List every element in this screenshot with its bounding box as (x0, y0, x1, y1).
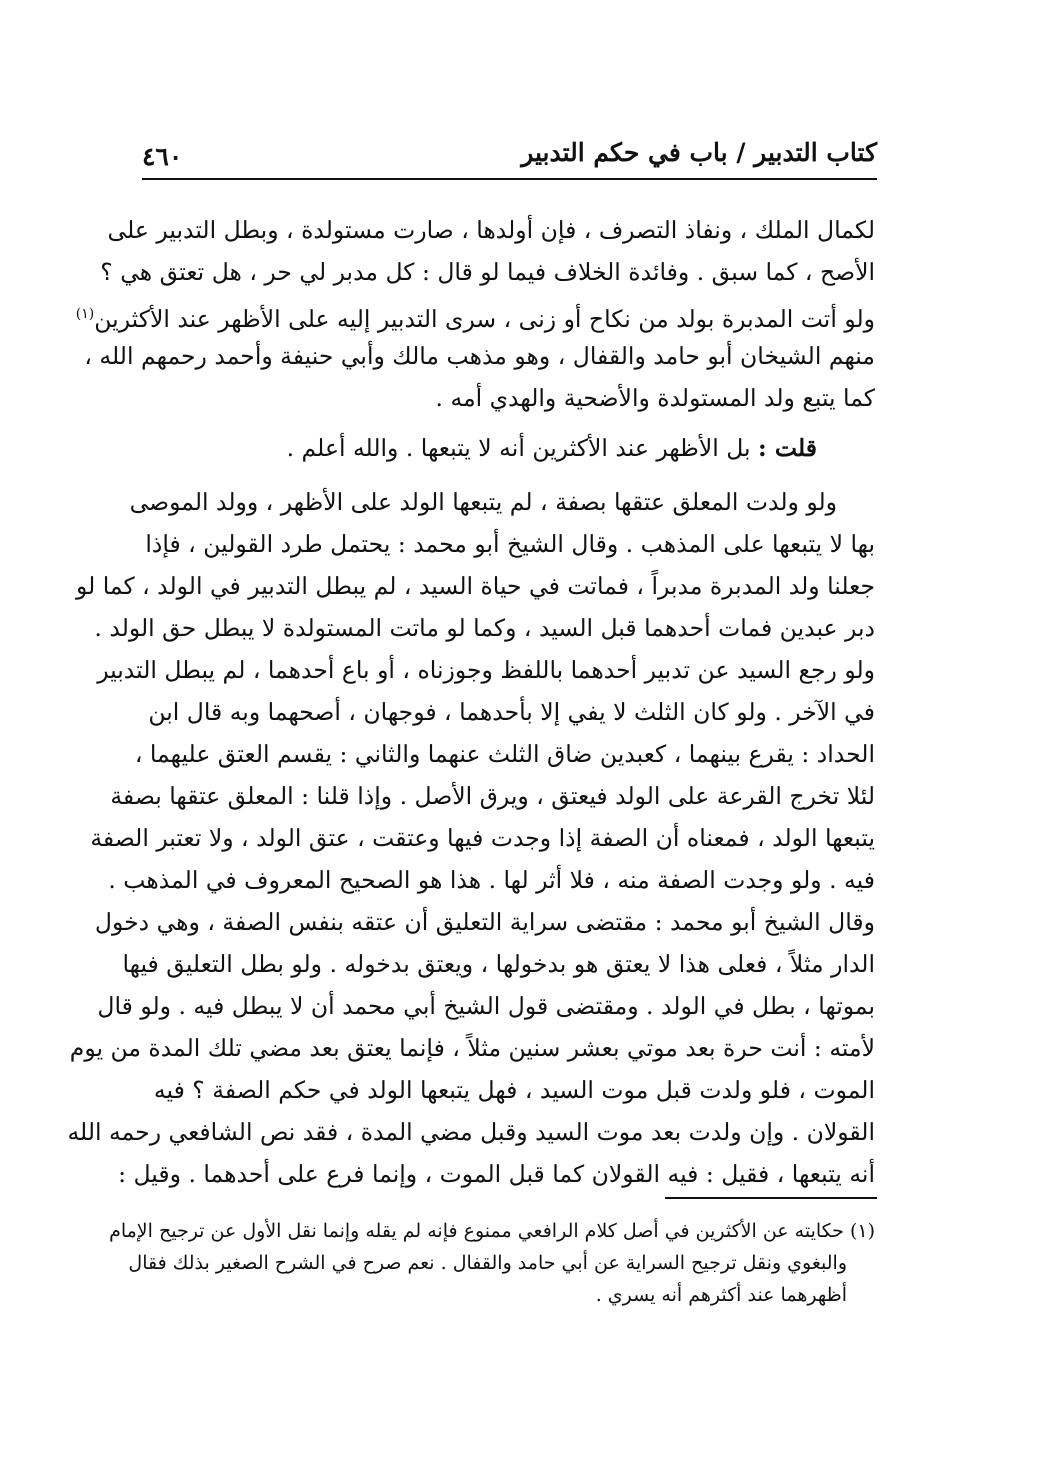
footnote-line: والبغوي ونقل ترجيح السراية عن أبي حامد والقفال . نعم صرح في الشرح الصغير بذلك فقال (128, 1252, 847, 1274)
body-line: في الآخر . ولو كان الثلث لا يفي إلا بأحدهما ، فوجهان ، أصحهما وبه قال ابن (148, 698, 875, 726)
body-line: دبر عبدين فمات أحدهما قبل السيد ، وكما لو ماتت المستولدة لا يبطل حق الولد . (94, 614, 875, 642)
qult-paragraph (97, 428, 817, 468)
body-line: منهم الشيخان أبو حامد والقفال ، وهو مذهب مالك وأبي حنيفة وأحمد رحمهم الله ، (84, 342, 875, 370)
body-line: أنه يتبعها ، فقيل : فيه القولان كما قبل الموت ، وإنما فرع على أحدهما . وقيل : (118, 1160, 875, 1188)
body-line: لئلا تخرج القرعة على الولد فيعتق ، ويرق الأصل . وإذا قلنا : المعلق عتقها بصفة (110, 782, 875, 810)
body-line: كما يتبع ولد المستولدة والأضحية والهدي أمه . (435, 384, 875, 412)
body-line: فيه . ولو وجدت الصفة منه ، فلا أثر لها . هذا هو الصحيح المعروف في المذهب . (108, 866, 875, 894)
body-line: الحداد : يقرع بينهما ، كعبدين ضاق الثلث عنهما والثاني : يقسم العتق عليهما ، (134, 740, 875, 768)
page-number: ٤٦٠ (142, 142, 183, 171)
body-line: لكمال الملك ، ونفاذ التصرف ، فإن أولدها ، صارت مستولدة ، وبطل التدبير على (107, 216, 875, 244)
body-line: بل الأظهر عند الأكثرين أنه لا يتبعها . والله أعلم . (286, 434, 751, 462)
body-line: ولو رجع السيد عن تدبير أحدهما باللفظ وجوزناه ، أو باع أحدهما ، لم يبطل التدبير (97, 656, 875, 684)
chapter-title: كتاب التدبير / باب في حكم التدبير (521, 138, 877, 167)
body-line: الموت ، فلو ولدت قبل موت السيد ، فهل يتبعها الولد في حكم الصفة ؟ فيه (153, 1076, 875, 1104)
body-line: الدار مثلاً ، فعلى هذا لا يعتق هو بدخولها ، ويعتق بدخوله . ولو بطل التعليق فيها (122, 950, 875, 978)
body-line: بموتها ، بطل في الولد . ومقتضى قول الشيخ أبي محمد أن لا يبطل فيه . ولو قال (97, 992, 875, 1020)
body-line: بها لا يتبعها على المذهب . وقال الشيخ أبو محمد : يحتمل طرد القولين ، فإذا (145, 530, 875, 558)
body-line-with-footnote (75, 294, 875, 334)
body-line: يتبعها الولد ، فمعناه أن الصفة إذا وجدت فيها وعتقت ، عتق الولد ، ولا تعتبر الصفة (90, 824, 875, 852)
body-line: ولو ولدت المعلق عتقها بصفة ، لم يتبعها الولد على الأظهر ، وولد الموصى (129, 488, 837, 516)
running-header (142, 132, 877, 180)
footnote-line: أظهرهما عند أكثرهم أنه يسري . (595, 1284, 847, 1306)
footnote-reference: (١) (75, 306, 95, 322)
footnote-separator (665, 1197, 877, 1199)
body-line: لأمته : أنت حرة بعد موتي بعشر سنين مثلاً ، فإنما يعتق بعد مضي تلك المدة من يوم (69, 1034, 875, 1062)
body-line: جعلنا ولد المدبرة مدبراً ، فماتت في حياة السيد ، لم يبطل التدبير في الولد ، كما لو (75, 572, 875, 600)
body-line: وقال الشيخ أبو محمد : مقتضى سراية التعليق أن عتقه بنفس الصفة ، وهي دخول (94, 908, 875, 936)
body-line: القولان . وإن ولدت بعد موت السيد وقبل مضي المدة ، فقد نص الشافعي رحمه الله (67, 1118, 875, 1146)
body-line: الأصح ، كما سبق . وفائدة الخلاف فيما لو قال : كل مدبر لي حر ، هل تعتق هي ؟ (100, 258, 875, 286)
qult-label: قلت : (758, 434, 817, 462)
body-line-text: ولو أتت المدبرة بولد من نكاح أو زنى ، سرى التدبير إليه على الأظهر عند الأكثرين (94, 304, 875, 333)
footnote-line: (١) حكايته عن الأكثرين في أصل كلام الرافعي ممنوع فإنه لم يقله وإنما نقل الأول عن ترجيح الإمام (109, 1220, 875, 1242)
